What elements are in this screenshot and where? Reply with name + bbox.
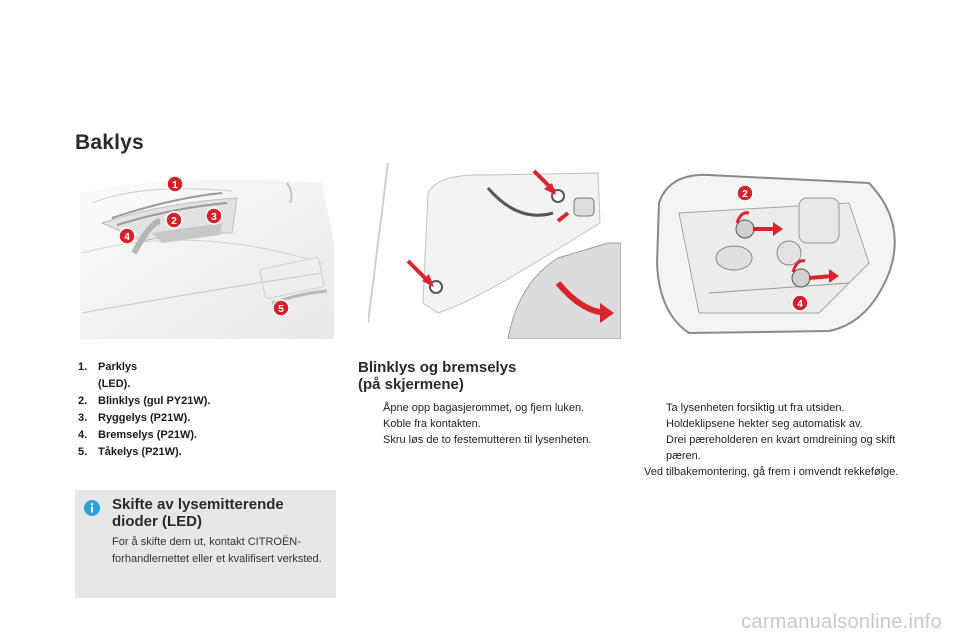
parts-list-item: 5. Tåkelys (P21W). bbox=[78, 446, 182, 458]
parts-list-item: 1. Parklys bbox=[78, 361, 138, 373]
callout-1 bbox=[167, 176, 183, 192]
steps-right bbox=[644, 400, 906, 480]
trunk-panel-illustration bbox=[368, 163, 621, 339]
svg-text:4: 4 bbox=[797, 299, 803, 310]
rear-lights-illustration bbox=[72, 163, 336, 339]
info-box-text: For å skifte dem ut, kontakt CITROËN-forhandlernettet eller et kvalifisert verksted. bbox=[112, 536, 322, 565]
callout-2 bbox=[166, 212, 182, 228]
parts-list-item: 4. Bremselys (P21W). bbox=[78, 429, 198, 441]
section-heading: Blinklys og bremselys (på skjermene) bbox=[358, 359, 517, 393]
callout-4 bbox=[792, 295, 808, 311]
watermark: carmanualsonline.info bbox=[741, 611, 942, 633]
parts-list-item: (LED). bbox=[98, 378, 131, 390]
step-item: Koble fra kontakten. bbox=[361, 416, 626, 432]
svg-text:2: 2 bbox=[171, 216, 177, 227]
page-title: Baklys bbox=[75, 131, 144, 154]
callout-5 bbox=[273, 300, 289, 316]
svg-text:5: 5 bbox=[278, 304, 284, 315]
checkbox-bullet-icon bbox=[361, 432, 383, 448]
step-item: Ta lysenheten forsiktig ut fra utsiden. Holdeklipsene hekter seg automatisk av. bbox=[644, 400, 906, 432]
reassembly-note: Ved tilbakemontering, gå frem i omvendt rekkefølge. bbox=[644, 466, 899, 478]
callout-4 bbox=[119, 228, 135, 244]
light-unit-svg bbox=[649, 163, 911, 339]
svg-text:3: 3 bbox=[211, 212, 217, 223]
rear-lights-svg bbox=[72, 163, 336, 339]
info-icon bbox=[84, 500, 100, 516]
info-box-title: Skifte av lysemitterende dioder (LED) bbox=[112, 496, 284, 530]
svg-text:4: 4 bbox=[124, 232, 130, 243]
step-item: Åpne opp bagasjerommet, og fjern luken. bbox=[361, 400, 626, 416]
callout-2 bbox=[737, 185, 753, 201]
step-item: Skru løs de to festemutteren til lysenheten. bbox=[361, 432, 626, 448]
svg-text:1: 1 bbox=[172, 180, 178, 191]
trunk-panel-svg bbox=[368, 163, 621, 339]
callout-3 bbox=[206, 208, 222, 224]
info-box bbox=[75, 490, 336, 598]
checkbox-bullet-icon bbox=[361, 400, 383, 416]
steps-left bbox=[361, 400, 626, 448]
checkbox-bullet-icon bbox=[361, 416, 383, 432]
svg-text:2: 2 bbox=[742, 189, 748, 200]
parts-list bbox=[78, 359, 210, 461]
checkbox-bullet-icon bbox=[644, 400, 666, 432]
step-item: Drei pæreholderen en kvart omdreining og skift pæren. bbox=[644, 432, 906, 464]
light-unit-illustration bbox=[649, 163, 911, 339]
parts-list-item: 3. Ryggelys (P21W). bbox=[78, 412, 191, 424]
checkbox-bullet-icon bbox=[644, 432, 666, 464]
parts-list-item: 2. Blinklys (gul PY21W). bbox=[78, 395, 211, 407]
